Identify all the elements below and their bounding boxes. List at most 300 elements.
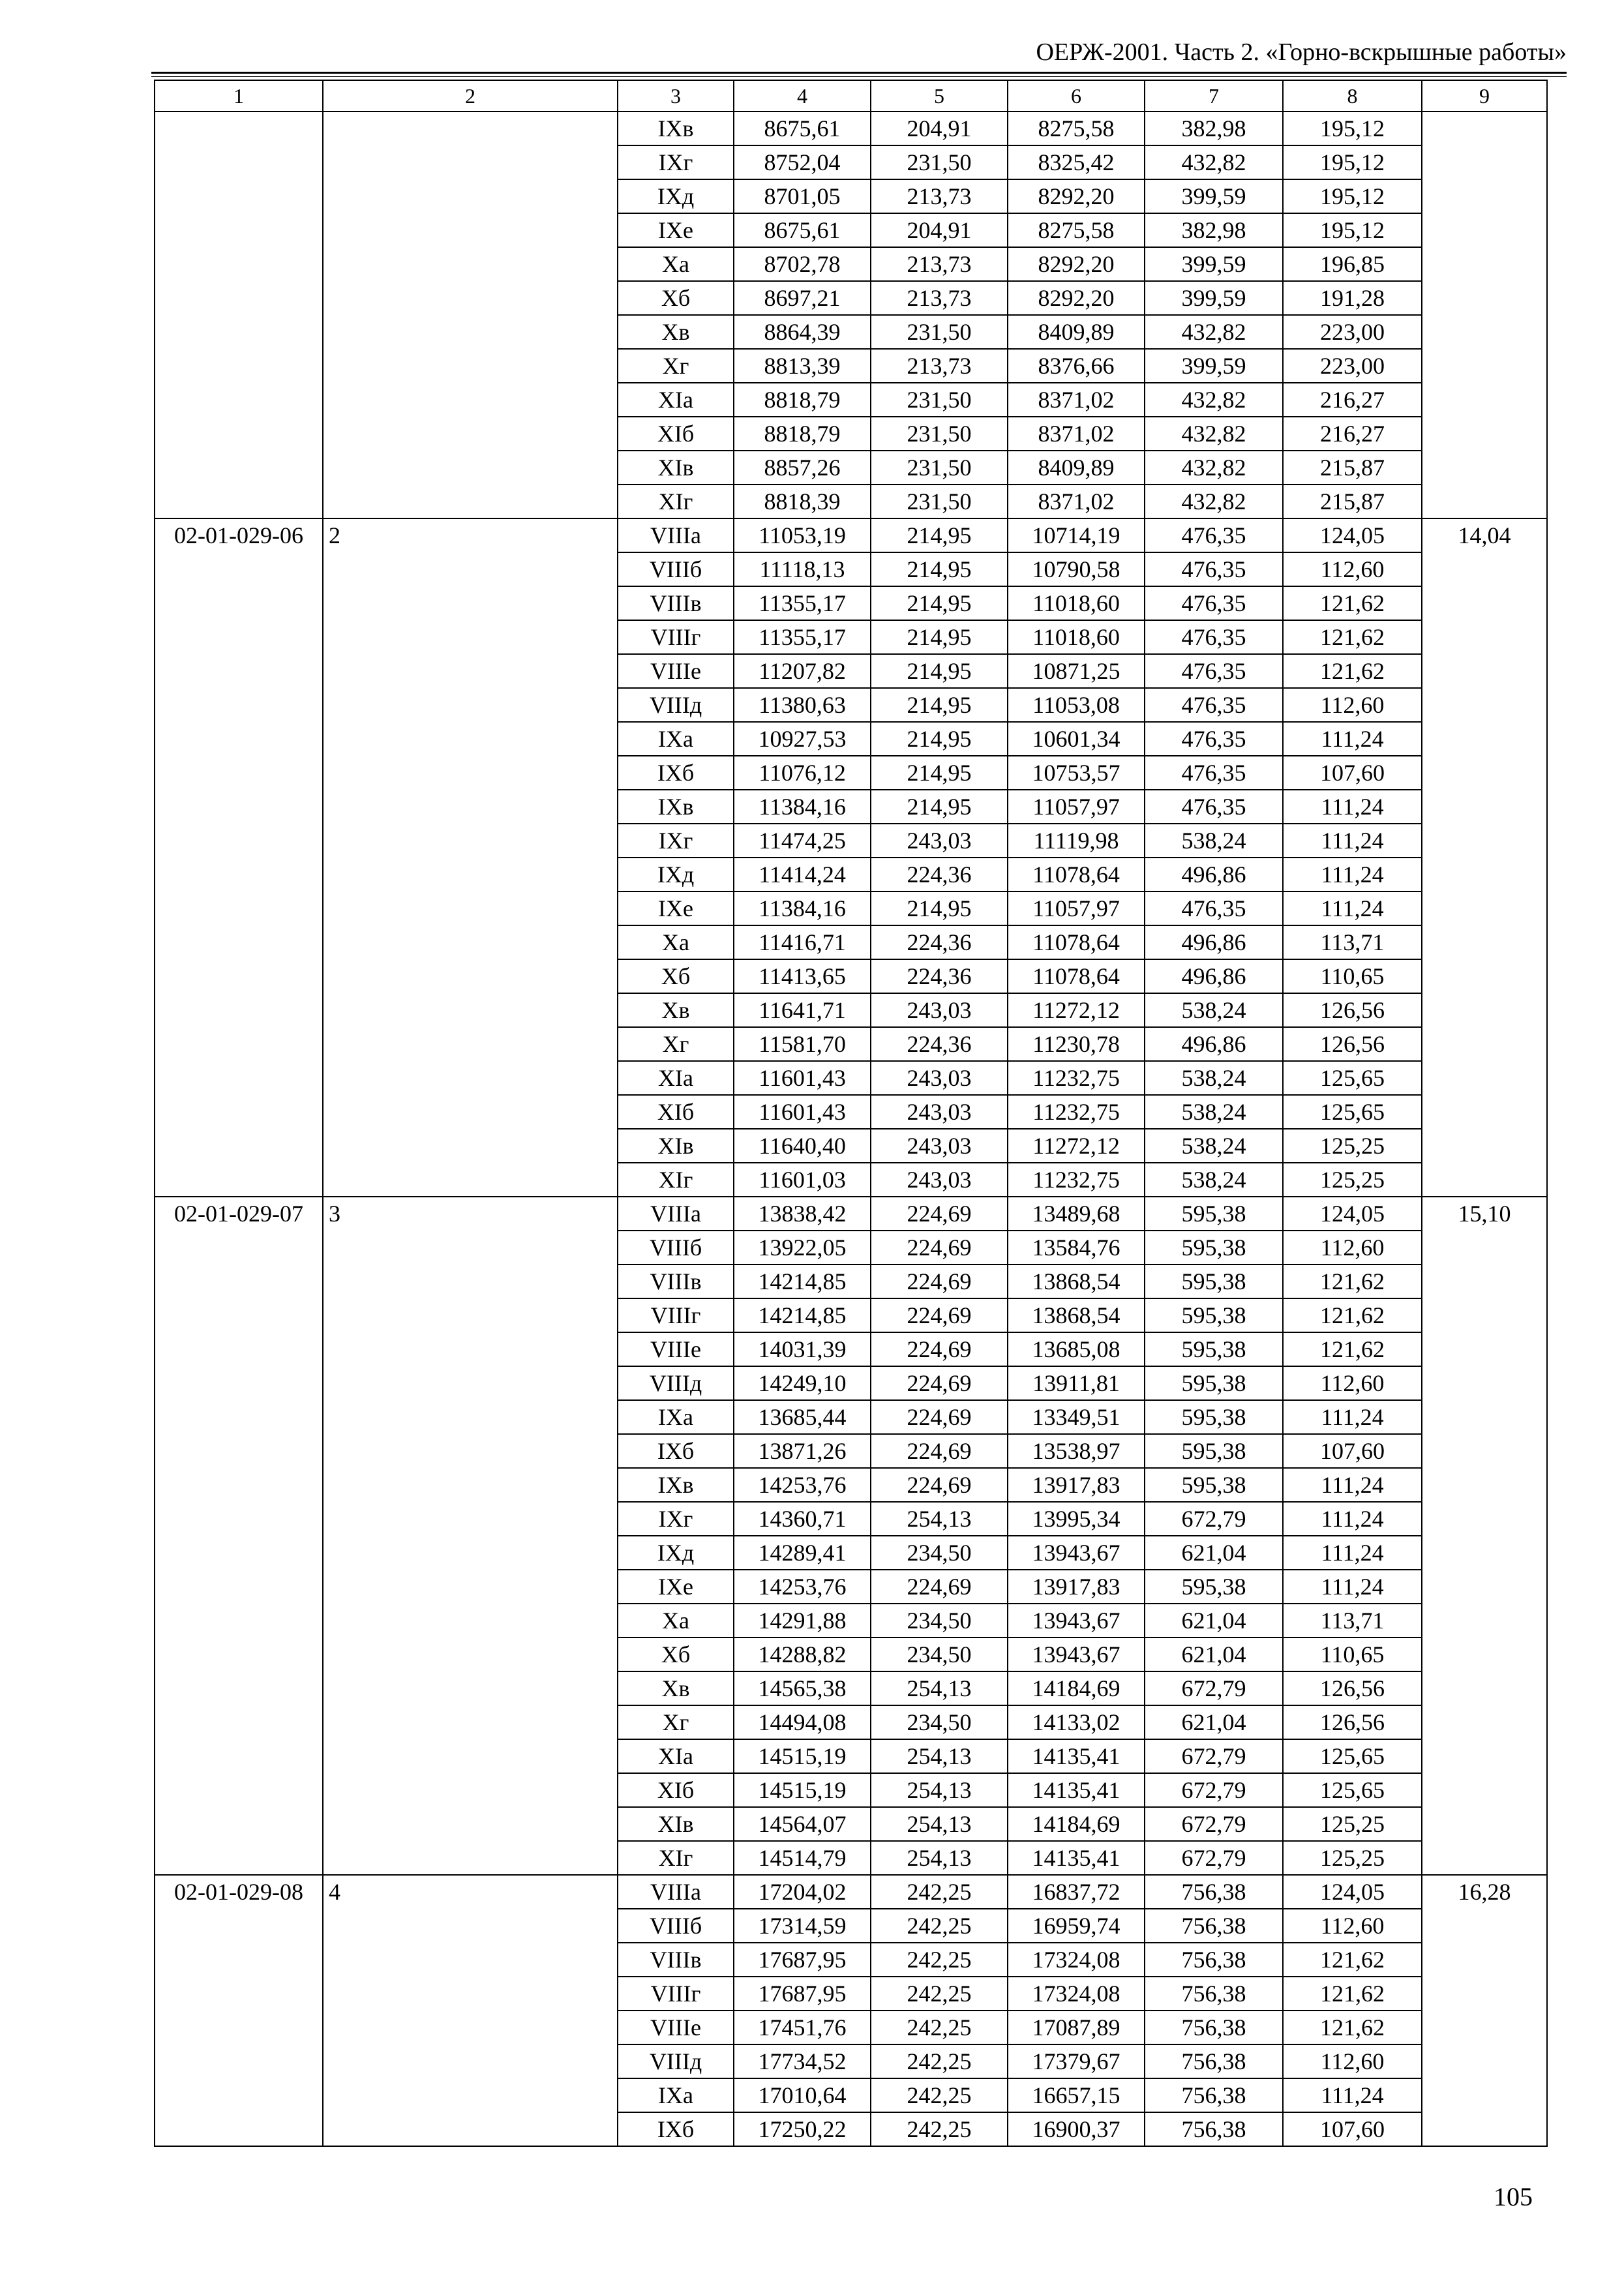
category-cell: VIIIг <box>618 620 734 654</box>
category-cell: IXг <box>618 1502 734 1536</box>
wages-cell: 214,95 <box>871 891 1008 925</box>
wages-cell: 231,50 <box>871 417 1008 451</box>
total-cost-cell: 17734,52 <box>734 2044 871 2078</box>
category-cell: VIIIе <box>618 654 734 688</box>
machinist-wages-cell: 756,38 <box>1145 1977 1283 2011</box>
column-2-cell: 2 <box>323 518 618 1197</box>
wages-cell: 204,91 <box>871 112 1008 145</box>
category-cell: Xг <box>618 1705 734 1739</box>
machines-cell: 11119,98 <box>1008 824 1145 858</box>
wages-cell: 234,50 <box>871 1705 1008 1739</box>
machines-cell: 11078,64 <box>1008 959 1145 993</box>
materials-cell: 125,65 <box>1283 1061 1422 1095</box>
materials-cell: 113,71 <box>1283 925 1422 959</box>
machinist-wages-cell: 496,86 <box>1145 925 1283 959</box>
category-cell: XIа <box>618 1061 734 1095</box>
wages-cell: 224,36 <box>871 959 1008 993</box>
machines-cell: 8292,20 <box>1008 179 1145 213</box>
wages-cell: 213,73 <box>871 281 1008 315</box>
machinist-wages-cell: 496,86 <box>1145 959 1283 993</box>
wages-cell: 243,03 <box>871 1129 1008 1163</box>
machinist-wages-cell: 621,04 <box>1145 1536 1283 1570</box>
total-cost-cell: 14253,76 <box>734 1570 871 1604</box>
materials-cell: 111,24 <box>1283 858 1422 891</box>
total-cost-cell: 11601,43 <box>734 1061 871 1095</box>
materials-cell: 111,24 <box>1283 1502 1422 1536</box>
machines-cell: 14184,69 <box>1008 1671 1145 1705</box>
machinist-wages-cell: 595,38 <box>1145 1434 1283 1468</box>
materials-cell: 111,24 <box>1283 722 1422 756</box>
wages-cell: 224,69 <box>871 1400 1008 1434</box>
wages-cell: 243,03 <box>871 1095 1008 1129</box>
column-number: 7 <box>1145 80 1283 112</box>
category-cell: XIб <box>618 1095 734 1129</box>
category-cell: IXг <box>618 145 734 179</box>
machinist-wages-cell: 672,79 <box>1145 1841 1283 1875</box>
wages-cell: 242,25 <box>871 2112 1008 2146</box>
total-cost-cell: 11207,82 <box>734 654 871 688</box>
machinist-wages-cell: 399,59 <box>1145 247 1283 281</box>
rate-code-cell: 02-01-029-07 <box>155 1197 323 1875</box>
machines-cell: 10871,25 <box>1008 654 1145 688</box>
wages-cell: 224,36 <box>871 1027 1008 1061</box>
wages-cell: 214,95 <box>871 756 1008 790</box>
machinist-wages-cell: 672,79 <box>1145 1502 1283 1536</box>
total-cost-cell: 11474,25 <box>734 824 871 858</box>
machinist-wages-cell: 382,98 <box>1145 213 1283 247</box>
materials-cell: 111,24 <box>1283 790 1422 824</box>
materials-cell: 111,24 <box>1283 1400 1422 1434</box>
category-cell: Xа <box>618 925 734 959</box>
total-cost-cell: 17314,59 <box>734 1909 871 1943</box>
machinist-wages-cell: 476,35 <box>1145 586 1283 620</box>
total-cost-cell: 17687,95 <box>734 1977 871 2011</box>
machines-cell: 8371,02 <box>1008 383 1145 417</box>
materials-cell: 111,24 <box>1283 824 1422 858</box>
machinist-wages-cell: 595,38 <box>1145 1298 1283 1332</box>
materials-cell: 125,65 <box>1283 1095 1422 1129</box>
machines-cell: 16900,37 <box>1008 2112 1145 2146</box>
machines-cell: 8371,02 <box>1008 485 1145 518</box>
wages-cell: 224,69 <box>871 1434 1008 1468</box>
machines-cell: 13685,08 <box>1008 1332 1145 1366</box>
materials-cell: 125,65 <box>1283 1773 1422 1807</box>
machinist-wages-cell: 496,86 <box>1145 858 1283 891</box>
materials-cell: 121,62 <box>1283 586 1422 620</box>
materials-cell: 112,60 <box>1283 1909 1422 1943</box>
machinist-wages-cell: 595,38 <box>1145 1400 1283 1434</box>
total-cost-cell: 14253,76 <box>734 1468 871 1502</box>
wages-cell: 214,95 <box>871 518 1008 552</box>
category-cell: IXд <box>618 858 734 891</box>
total-cost-cell: 11581,70 <box>734 1027 871 1061</box>
machinist-wages-cell: 432,82 <box>1145 383 1283 417</box>
wages-cell: 254,13 <box>871 1502 1008 1536</box>
wages-cell: 204,91 <box>871 213 1008 247</box>
machines-cell: 11232,75 <box>1008 1163 1145 1197</box>
total-cost-cell: 14564,07 <box>734 1807 871 1841</box>
machines-cell: 8275,58 <box>1008 213 1145 247</box>
materials-cell: 107,60 <box>1283 1434 1422 1468</box>
machines-cell: 11078,64 <box>1008 925 1145 959</box>
total-cost-cell: 14515,19 <box>734 1739 871 1773</box>
total-cost-cell: 11380,63 <box>734 688 871 722</box>
materials-cell: 195,12 <box>1283 179 1422 213</box>
materials-cell: 216,27 <box>1283 417 1422 451</box>
materials-cell: 112,60 <box>1283 1231 1422 1264</box>
total-cost-cell: 8818,79 <box>734 383 871 417</box>
machinist-wages-cell: 382,98 <box>1145 112 1283 145</box>
machines-cell: 14135,41 <box>1008 1841 1145 1875</box>
column-number: 6 <box>1008 80 1145 112</box>
machines-cell: 14135,41 <box>1008 1739 1145 1773</box>
wages-cell: 254,13 <box>871 1773 1008 1807</box>
materials-cell: 121,62 <box>1283 1943 1422 1977</box>
category-cell: VIIIб <box>618 552 734 586</box>
category-cell: IXе <box>618 213 734 247</box>
total-cost-cell: 13685,44 <box>734 1400 871 1434</box>
total-cost-cell: 8752,04 <box>734 145 871 179</box>
wages-cell: 243,03 <box>871 993 1008 1027</box>
category-cell: VIIIд <box>618 688 734 722</box>
page-header-title: ОЕРЖ-2001. Часть 2. «Горно-вскрышные работы» <box>1036 38 1567 66</box>
materials-cell: 110,65 <box>1283 959 1422 993</box>
machinist-wages-cell: 595,38 <box>1145 1570 1283 1604</box>
machines-cell: 13538,97 <box>1008 1434 1145 1468</box>
category-cell: VIIIд <box>618 1366 734 1400</box>
wages-cell: 224,69 <box>871 1298 1008 1332</box>
category-cell: XIв <box>618 1807 734 1841</box>
total-cost-cell: 17204,02 <box>734 1875 871 1909</box>
wages-cell: 231,50 <box>871 145 1008 179</box>
machines-cell: 11230,78 <box>1008 1027 1145 1061</box>
category-cell: IXв <box>618 112 734 145</box>
materials-cell: 124,05 <box>1283 1875 1422 1909</box>
wages-cell: 214,95 <box>871 586 1008 620</box>
machines-cell: 8275,58 <box>1008 112 1145 145</box>
wages-cell: 214,95 <box>871 654 1008 688</box>
machines-cell: 13917,83 <box>1008 1468 1145 1502</box>
wages-cell: 242,25 <box>871 1909 1008 1943</box>
total-cost-cell: 10927,53 <box>734 722 871 756</box>
machinist-wages-cell: 672,79 <box>1145 1671 1283 1705</box>
materials-cell: 125,25 <box>1283 1129 1422 1163</box>
machines-cell: 11272,12 <box>1008 993 1145 1027</box>
category-cell: IXб <box>618 1434 734 1468</box>
wages-cell: 254,13 <box>871 1739 1008 1773</box>
machines-cell: 13943,67 <box>1008 1604 1145 1638</box>
machines-cell: 14135,41 <box>1008 1773 1145 1807</box>
machinist-wages-cell: 432,82 <box>1145 451 1283 485</box>
machines-cell: 13868,54 <box>1008 1298 1145 1332</box>
machinist-wages-cell: 595,38 <box>1145 1366 1283 1400</box>
machines-cell: 10601,34 <box>1008 722 1145 756</box>
category-cell: XIг <box>618 485 734 518</box>
total-cost-cell: 13922,05 <box>734 1231 871 1264</box>
column-2-cell: 3 <box>323 1197 618 1875</box>
machines-cell: 13349,51 <box>1008 1400 1145 1434</box>
machinist-wages-cell: 538,24 <box>1145 1095 1283 1129</box>
total-cost-cell: 11076,12 <box>734 756 871 790</box>
machinist-wages-cell: 621,04 <box>1145 1638 1283 1671</box>
total-cost-cell: 11414,24 <box>734 858 871 891</box>
category-cell: IXб <box>618 756 734 790</box>
machines-cell: 10714,19 <box>1008 518 1145 552</box>
machines-cell: 11018,60 <box>1008 620 1145 654</box>
category-cell: XIг <box>618 1163 734 1197</box>
total-cost-cell: 11384,16 <box>734 790 871 824</box>
materials-cell: 121,62 <box>1283 1298 1422 1332</box>
total-cost-cell: 14031,39 <box>734 1332 871 1366</box>
materials-cell: 196,85 <box>1283 247 1422 281</box>
machines-cell: 11057,97 <box>1008 790 1145 824</box>
wages-cell: 242,25 <box>871 1977 1008 2011</box>
category-cell: IXд <box>618 1536 734 1570</box>
materials-cell: 111,24 <box>1283 1468 1422 1502</box>
machines-cell: 17379,67 <box>1008 2044 1145 2078</box>
rate-code-cell: 02-01-029-08 <box>155 1875 323 2146</box>
total-cost-cell: 11355,17 <box>734 586 871 620</box>
category-cell: IXв <box>618 1468 734 1502</box>
wages-cell: 242,25 <box>871 1875 1008 1909</box>
machines-cell: 11078,64 <box>1008 858 1145 891</box>
wages-cell: 224,36 <box>871 925 1008 959</box>
total-cost-cell: 14214,85 <box>734 1298 871 1332</box>
machinist-wages-cell: 476,35 <box>1145 688 1283 722</box>
machines-cell: 8376,66 <box>1008 349 1145 383</box>
total-cost-cell: 11641,71 <box>734 993 871 1027</box>
wages-cell: 234,50 <box>871 1604 1008 1638</box>
machines-cell: 13995,34 <box>1008 1502 1145 1536</box>
wages-cell: 242,25 <box>871 2078 1008 2112</box>
materials-cell: 121,62 <box>1283 2011 1422 2044</box>
materials-cell: 126,56 <box>1283 1027 1422 1061</box>
machines-cell: 10753,57 <box>1008 756 1145 790</box>
total-cost-cell: 17250,22 <box>734 2112 871 2146</box>
wages-cell: 214,95 <box>871 620 1008 654</box>
labor-cost-cell: 14,04 <box>1422 518 1547 1197</box>
category-cell: XIг <box>618 1841 734 1875</box>
machinist-wages-cell: 538,24 <box>1145 1061 1283 1095</box>
materials-cell: 215,87 <box>1283 485 1422 518</box>
table-row <box>155 1197 1547 1231</box>
machines-cell: 16959,74 <box>1008 1909 1145 1943</box>
total-cost-cell: 11416,71 <box>734 925 871 959</box>
category-cell: Xв <box>618 1671 734 1705</box>
machinist-wages-cell: 621,04 <box>1145 1705 1283 1739</box>
machinist-wages-cell: 399,59 <box>1145 349 1283 383</box>
machinist-wages-cell: 595,38 <box>1145 1332 1283 1366</box>
wages-cell: 242,25 <box>871 2011 1008 2044</box>
category-cell: IXб <box>618 2112 734 2146</box>
materials-cell: 121,62 <box>1283 1332 1422 1366</box>
machinist-wages-cell: 476,35 <box>1145 552 1283 586</box>
materials-cell: 125,25 <box>1283 1841 1422 1875</box>
materials-cell: 216,27 <box>1283 383 1422 417</box>
estimate-table <box>154 80 1548 2147</box>
machines-cell: 11018,60 <box>1008 586 1145 620</box>
total-cost-cell: 11053,19 <box>734 518 871 552</box>
machinist-wages-cell: 756,38 <box>1145 1943 1283 1977</box>
materials-cell: 126,56 <box>1283 1671 1422 1705</box>
machinist-wages-cell: 432,82 <box>1145 417 1283 451</box>
header-rule-thin <box>151 76 1567 77</box>
machinist-wages-cell: 595,38 <box>1145 1231 1283 1264</box>
category-cell: Xб <box>618 1638 734 1671</box>
materials-cell: 195,12 <box>1283 145 1422 179</box>
total-cost-cell: 14214,85 <box>734 1264 871 1298</box>
machinist-wages-cell: 476,35 <box>1145 654 1283 688</box>
total-cost-cell: 14515,19 <box>734 1773 871 1807</box>
machines-cell: 17087,89 <box>1008 2011 1145 2044</box>
machines-cell: 8409,89 <box>1008 451 1145 485</box>
wages-cell: 214,95 <box>871 790 1008 824</box>
category-cell: IXе <box>618 1570 734 1604</box>
header-rule <box>151 72 1567 74</box>
category-cell: XIа <box>618 383 734 417</box>
machines-cell: 16657,15 <box>1008 2078 1145 2112</box>
materials-cell: 107,60 <box>1283 2112 1422 2146</box>
total-cost-cell: 17451,76 <box>734 2011 871 2044</box>
machinist-wages-cell: 399,59 <box>1145 179 1283 213</box>
wages-cell: 242,25 <box>871 2044 1008 2078</box>
total-cost-cell: 14565,38 <box>734 1671 871 1705</box>
category-cell: VIIIа <box>618 1197 734 1231</box>
column-2-cell <box>323 112 618 518</box>
labor-cost-cell: 16,28 <box>1422 1875 1547 2146</box>
machines-cell: 13868,54 <box>1008 1264 1145 1298</box>
column-number: 8 <box>1283 80 1422 112</box>
wages-cell: 254,13 <box>871 1841 1008 1875</box>
wages-cell: 243,03 <box>871 1163 1008 1197</box>
total-cost-cell: 8697,21 <box>734 281 871 315</box>
category-cell: XIб <box>618 417 734 451</box>
machines-cell: 14184,69 <box>1008 1807 1145 1841</box>
column-number-row <box>155 80 1547 112</box>
machines-cell: 13943,67 <box>1008 1638 1145 1671</box>
total-cost-cell: 14249,10 <box>734 1366 871 1400</box>
category-cell: IXа <box>618 1400 734 1434</box>
category-cell: XIб <box>618 1773 734 1807</box>
machinist-wages-cell: 476,35 <box>1145 891 1283 925</box>
machines-cell: 17324,08 <box>1008 1943 1145 1977</box>
category-cell: Xв <box>618 993 734 1027</box>
category-cell: Xв <box>618 315 734 349</box>
total-cost-cell: 14514,79 <box>734 1841 871 1875</box>
materials-cell: 223,00 <box>1283 349 1422 383</box>
machinist-wages-cell: 476,35 <box>1145 790 1283 824</box>
materials-cell: 121,62 <box>1283 620 1422 654</box>
wages-cell: 231,50 <box>871 485 1008 518</box>
category-cell: IXа <box>618 722 734 756</box>
machines-cell: 10790,58 <box>1008 552 1145 586</box>
column-number: 5 <box>871 80 1008 112</box>
materials-cell: 195,12 <box>1283 112 1422 145</box>
machinist-wages-cell: 756,38 <box>1145 2044 1283 2078</box>
machines-cell: 13917,83 <box>1008 1570 1145 1604</box>
category-cell: Xг <box>618 349 734 383</box>
category-cell: VIIIв <box>618 586 734 620</box>
table-body <box>155 80 1547 2146</box>
total-cost-cell: 11601,03 <box>734 1163 871 1197</box>
machinist-wages-cell: 756,38 <box>1145 1909 1283 1943</box>
materials-cell: 124,05 <box>1283 518 1422 552</box>
wages-cell: 234,50 <box>871 1638 1008 1671</box>
total-cost-cell: 8818,79 <box>734 417 871 451</box>
category-cell: XIв <box>618 451 734 485</box>
total-cost-cell: 8675,61 <box>734 213 871 247</box>
table-row <box>155 112 1547 145</box>
wages-cell: 224,69 <box>871 1570 1008 1604</box>
category-cell: VIIIе <box>618 2011 734 2044</box>
category-cell: Xа <box>618 247 734 281</box>
total-cost-cell: 17687,95 <box>734 1943 871 1977</box>
machinist-wages-cell: 756,38 <box>1145 2011 1283 2044</box>
machines-cell: 13943,67 <box>1008 1536 1145 1570</box>
machinist-wages-cell: 756,38 <box>1145 1875 1283 1909</box>
category-cell: VIIIе <box>618 1332 734 1366</box>
total-cost-cell: 8702,78 <box>734 247 871 281</box>
column-number: 3 <box>618 80 734 112</box>
materials-cell: 112,60 <box>1283 2044 1422 2078</box>
wages-cell: 213,73 <box>871 349 1008 383</box>
machinist-wages-cell: 538,24 <box>1145 1163 1283 1197</box>
wages-cell: 231,50 <box>871 383 1008 417</box>
materials-cell: 125,65 <box>1283 1739 1422 1773</box>
machines-cell: 11053,08 <box>1008 688 1145 722</box>
category-cell: VIIIв <box>618 1264 734 1298</box>
category-cell: Xб <box>618 959 734 993</box>
machines-cell: 8409,89 <box>1008 315 1145 349</box>
column-number: 9 <box>1422 80 1547 112</box>
materials-cell: 110,65 <box>1283 1638 1422 1671</box>
wages-cell: 213,73 <box>871 247 1008 281</box>
materials-cell: 113,71 <box>1283 1604 1422 1638</box>
materials-cell: 121,62 <box>1283 1264 1422 1298</box>
machinist-wages-cell: 538,24 <box>1145 993 1283 1027</box>
wages-cell: 243,03 <box>871 824 1008 858</box>
wages-cell: 242,25 <box>871 1943 1008 1977</box>
wages-cell: 231,50 <box>871 315 1008 349</box>
column-number: 4 <box>734 80 871 112</box>
total-cost-cell: 11118,13 <box>734 552 871 586</box>
category-cell: VIIIв <box>618 1943 734 1977</box>
machinist-wages-cell: 476,35 <box>1145 620 1283 654</box>
category-cell: Xг <box>618 1027 734 1061</box>
category-cell: IXг <box>618 824 734 858</box>
wages-cell: 224,69 <box>871 1468 1008 1502</box>
machinist-wages-cell: 595,38 <box>1145 1468 1283 1502</box>
wages-cell: 224,69 <box>871 1231 1008 1264</box>
machines-cell: 13489,68 <box>1008 1197 1145 1231</box>
total-cost-cell: 11413,65 <box>734 959 871 993</box>
machinist-wages-cell: 476,35 <box>1145 518 1283 552</box>
machines-cell: 11272,12 <box>1008 1129 1145 1163</box>
category-cell: IXд <box>618 179 734 213</box>
rate-code-cell <box>155 112 323 518</box>
materials-cell: 112,60 <box>1283 552 1422 586</box>
wages-cell: 224,69 <box>871 1197 1008 1231</box>
machinist-wages-cell: 538,24 <box>1145 824 1283 858</box>
wages-cell: 224,69 <box>871 1264 1008 1298</box>
machinist-wages-cell: 432,82 <box>1145 145 1283 179</box>
machines-cell: 8371,02 <box>1008 417 1145 451</box>
wages-cell: 213,73 <box>871 179 1008 213</box>
materials-cell: 124,05 <box>1283 1197 1422 1231</box>
materials-cell: 126,56 <box>1283 993 1422 1027</box>
machinist-wages-cell: 672,79 <box>1145 1739 1283 1773</box>
machinist-wages-cell: 672,79 <box>1145 1773 1283 1807</box>
